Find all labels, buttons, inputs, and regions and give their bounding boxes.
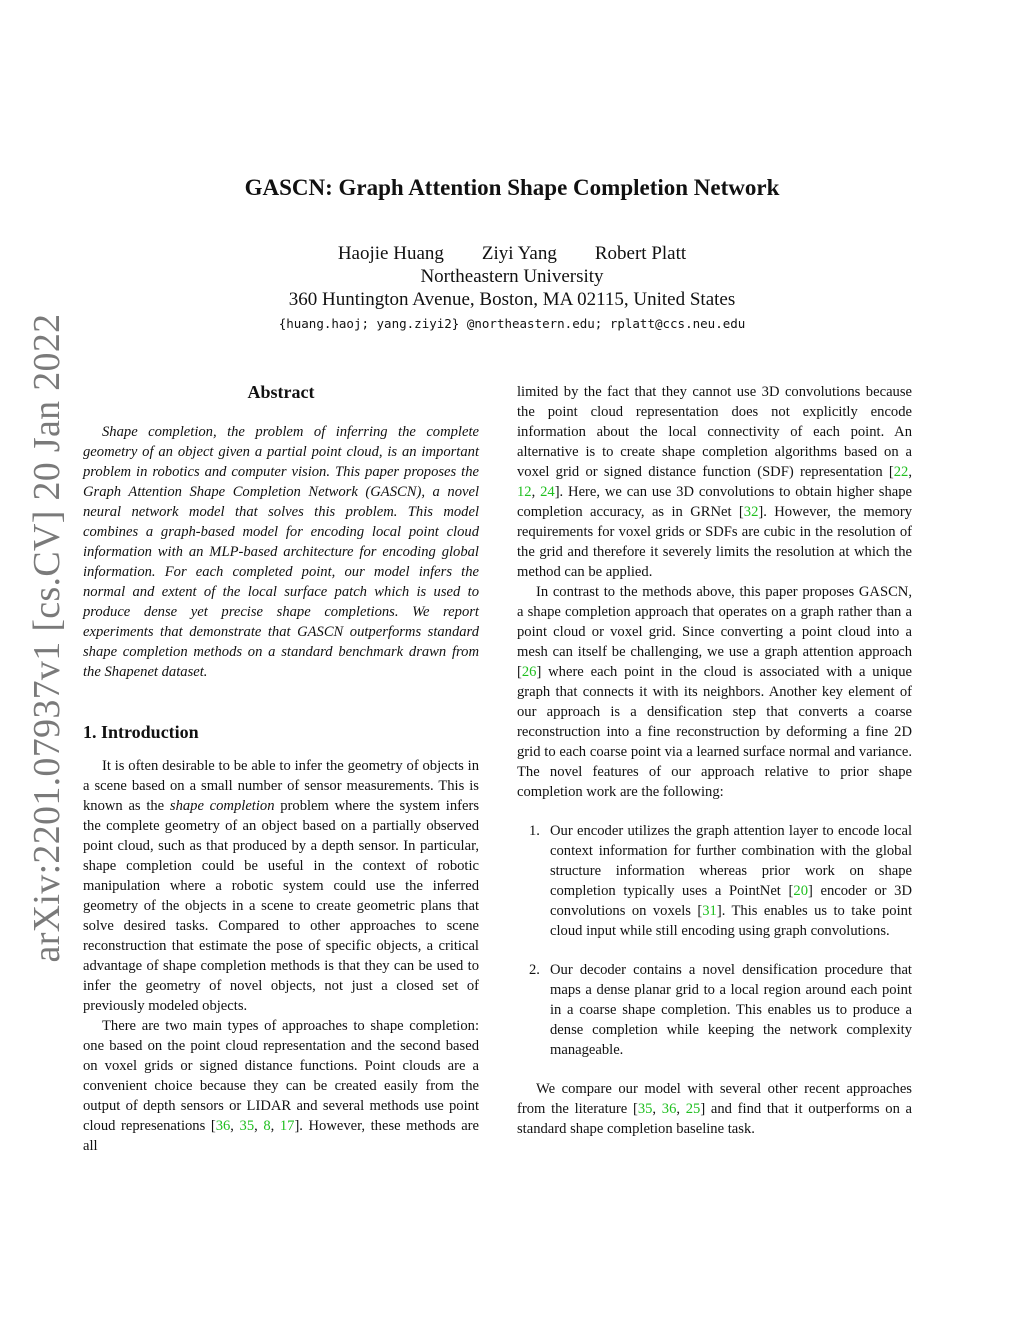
citation-link[interactable]: 35 [637,1101,653,1117]
abstract-text: Shape completion, the problem of inferring the complete geometry of an object given a partial point cloud, is an important problem in robotics and computer vision. This paper proposes the Graph Attention Shape Completion Network (GASCN), a novel neural network model that solves this problem. This model combines a graph-based model for encoding local point cloud information with an MLP-based architecture for encoding global information. For each completed point, our model infers the normal and extent of the local surface patch which is used to produce dense yet precise shape completions. We report experiments that demonstrate that GASCN outperforms standard shape completion methods on a standard benchmark drawn from the Shapenet dataset. [83,424,479,680]
author-name: Ziyi Yang [481,243,557,264]
intro-heading: 1. Introduction [83,722,199,742]
citation-link[interactable]: 26 [521,664,537,680]
citation-link[interactable]: 25 [685,1101,701,1117]
right-paragraph-1: limited by the fact that they cannot use 3D convolutions because the point cloud representation does not explicitly encode information about the local connectivity of each point. An alternative is to create shape completion algorithms based on a voxel grid or signed distance function (SDF) representation [22, 12, 24]. Here, we can use 3D convolutions to obtain higher shape completion accuracy, as in GRNet [32]. However, the memory requirements for voxel grids or SDFs are cubic in the resolution of the grid and therefore it severely limits the resolution at which the method can be applied. [517,384,913,580]
citation-link[interactable]: 32 [743,504,759,520]
citation-link[interactable]: 8 [263,1118,271,1134]
arxiv-id: arXiv:2201.07937v1 [cs.CV] 20 Jan 2022 [26,313,68,963]
citation-link[interactable]: 12 [517,484,532,500]
left-column [83,380,479,1156]
shape-completion-term: shape completion [169,798,275,814]
address: 360 Huntington Avenue, Boston, MA 02115, United States [288,289,736,310]
list-item: 1. Our encoder utilizes the graph attention layer to encode local context information for further combination with the global structure information whereas prior work on shape completion typically uses a PointNet [20] encoder or 3D convolutions on voxels [31]. This enables us to take point cloud input while still encoding using graph convolutions. [529,823,913,939]
paper-title: GASCN: Graph Attention Shape Completion Network [244,175,780,200]
citation-link[interactable]: 31 [702,903,717,919]
citation-link[interactable]: 24 [540,484,555,500]
author-name: Robert Platt [594,243,687,264]
right-paragraph-3: We compare our model with several other recent approaches from the literature [35, 36, 25] and find that it outperforms on a standard shape completion baseline task. [517,1081,913,1137]
author-name: Haojie Huang [337,243,444,264]
author-emails: {huang.haoj; yang.ziyi2} @northeastern.edu; rplatt@ccs.neu.edu [278,316,746,331]
list-item: 2. Our decoder contains a novel densification procedure that maps a dense planar grid to a local region around each point in a coarse shape completion. This enables us to produce a dense completion while keeping the network complexity manageable. [529,962,912,1058]
affiliation: Northeastern University [420,266,604,287]
right-paragraph-2: In contrast to the methods above, this paper proposes GASCN, a shape completion approach that operates on a graph rather than a point cloud or voxel grid. Since converting a point cloud into a mesh can itself be challenging, we use a graph attention approach [26] where each point in the cloud is associated with a unique graph that connects it with its neighbors. Another key element of our approach is a densification step that converts a coarse reconstruction into a fine reconstruction by deforming a fine 2D grid to each coarse point via a learned surface normal and variance. The novel features of our approach relative to prior shape completion work are the following: [517,584,912,800]
citation-link[interactable]: 35 [239,1118,255,1134]
citation-link[interactable]: 22 [893,464,909,480]
abstract-heading: Abstract [247,382,315,402]
intro-paragraph-2: There are two main types of approaches to shape completion: one based on the point cloud representation and the second based on voxel grids or signed distance functions. Point clouds are a convenient choice because they can be created easily from the output of depth sensors or LIDAR and several methods use point cloud represenations [36, 35, 8, 17]. However, these methods are all [83,1018,480,1154]
contributions-list [517,821,912,1060]
intro-paragraph-1: It is often desirable to be able to infer the geometry of objects in a scene based on a small number of sensor measurements. This is known as the shape completion problem where the system infers the complete geometry of an object based on a partially observed point cloud, such as that produced by a depth sensor. In particular, shape completion could be useful in the context of robotic manipulation where a robotic system could use the inferred geometry of the objects in a scene to create geometric plans that solve desired tasks. Compared to other approaches to scene reconstruction that estimate the pose of specific objects, a critical advantage of shape completion methods is that they can be used to infer the geometry of novel objects, not just a closed set of previously modeled objects. [83,758,480,1014]
citation-link[interactable]: 36 [215,1118,231,1134]
citation-link[interactable]: 20 [793,883,808,899]
citation-link[interactable]: 17 [279,1118,295,1134]
right-column [517,382,912,1139]
author-list [0,242,1024,265]
citation-link[interactable]: 36 [661,1101,677,1117]
